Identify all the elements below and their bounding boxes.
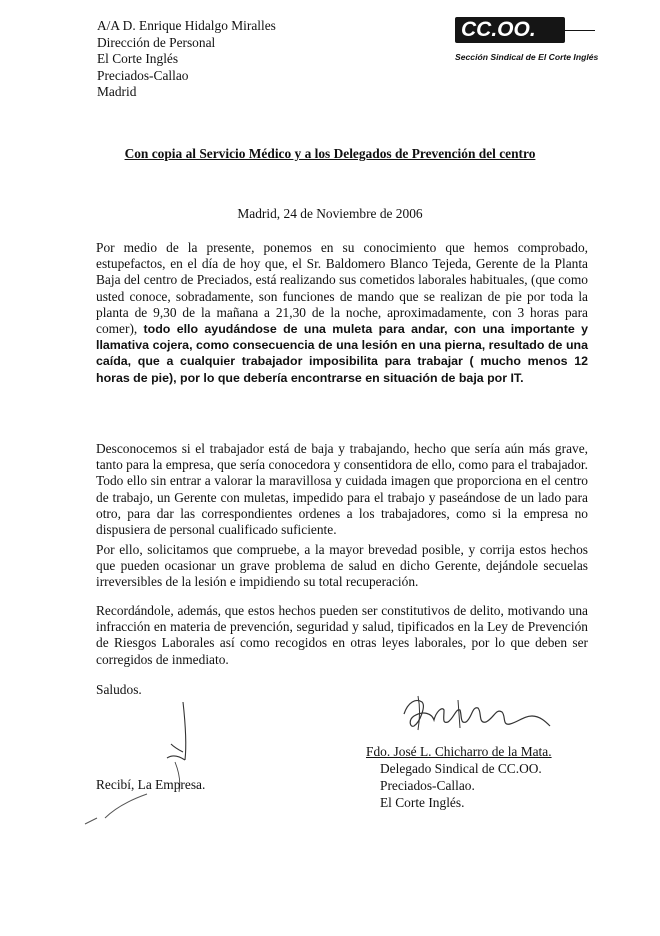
recipient-address: [97, 18, 276, 101]
receipt-label: Recibí, La Empresa.: [96, 777, 206, 792]
recipient-line: A/A D. Enrique Hidalgo Miralles: [97, 18, 276, 33]
logo-mark: [455, 17, 565, 43]
delegate-signature-icon: [398, 692, 558, 736]
recipient-line: El Corte Inglés: [97, 51, 179, 66]
recipient-line: Dirección de Personal: [97, 34, 216, 50]
copy-notice: Con copia al Servicio Médico y a los Delegados de Prevención del centro: [124, 146, 536, 161]
paragraph-4: Recordándole, además, que estos hechos pueden ser constitutivos de delito, motivando una infracción en materia de prevención, seguridad y salud, tipificados en la Ley de Prevención de Riesgos Laborales así como recogidos en otras leyes laborales, por lo que deben ser corregidos de inmediato.: [96, 603, 588, 667]
letter-date: Madrid, 24 de Noviembre de 2006: [237, 206, 423, 221]
paragraph-2: Desconocemos si el trabajador está de baja y trabajando, hecho que sería aún más grave, tanto para la empresa, que sería conocedora y consentidora de ello, como para el trabajador. Todo ello sin entrar a valorar la maravillosa y cuidada imagen que proporciona en el centro de trabajo, un Gerente con muletas, impedido para el trabajo y paseándose de un lado para otro, para dar las correspondientes ordenes a los trabajadores, como si la empresa no dispusiera de personal cualificado suficiente.: [96, 441, 588, 538]
recipient-line: Madrid: [97, 84, 137, 99]
receipt-signature-icon: [75, 700, 225, 830]
paragraph-1-bold: todo ello ayudándose de una muleta para andar, con una importante y llamativa cojera, como consecuencia de una lesión en una pierna, resultado de una caída, que a cualquier trabajador imposibilita para trabajar ( mucho menos 12 horas de pie), por lo que debería encontrarse en situación de baja por IT.: [96, 322, 588, 385]
paragraph-1: [96, 240, 588, 386]
logo-text: CC.OO.: [461, 18, 536, 41]
ccoo-logo: [455, 17, 607, 65]
signatory-title: Delegado Sindical de CC.OO.: [380, 761, 542, 776]
signatory-location: Preciados-Callao.: [380, 778, 475, 793]
logo-subtitle: Sección Sindical de El Corte Inglés: [455, 52, 599, 62]
signatory-name: Fdo. José L. Chicharro de la Mata.: [366, 744, 552, 759]
paragraph-3: Por ello, solicitamos que compruebe, a la mayor brevedad posible, y corrija estos hechos que pueden ocasionar un grave problema de salud en dicho Gerente, dejándole secuelas irreversibles de la lesión e impidiendo su total recuperación.: [96, 542, 588, 590]
logo-flag-icon: [545, 30, 595, 37]
paragraph-1-plain: Por medio de la presente, ponemos en su conocimiento que hemos comprobado, estupefactos, en el día de hoy que, el Sr. Baldomero Blanco Tejeda, Gerente de la Planta Baja del centro de Preciados, está realizando sus cometidos laborales habituales, (que como usted conoce, sobradamente, son funciones de mando que se realizan de pie por toda la planta de 9,30 de la mañana a 21,30 de la noche, aproximadamente, con 3 horas para comer),: [96, 240, 588, 337]
signature-block: [366, 743, 552, 811]
signatory-company: El Corte Inglés.: [380, 795, 465, 810]
greeting: Saludos.: [96, 682, 142, 697]
recipient-line: Preciados-Callao: [97, 67, 189, 83]
